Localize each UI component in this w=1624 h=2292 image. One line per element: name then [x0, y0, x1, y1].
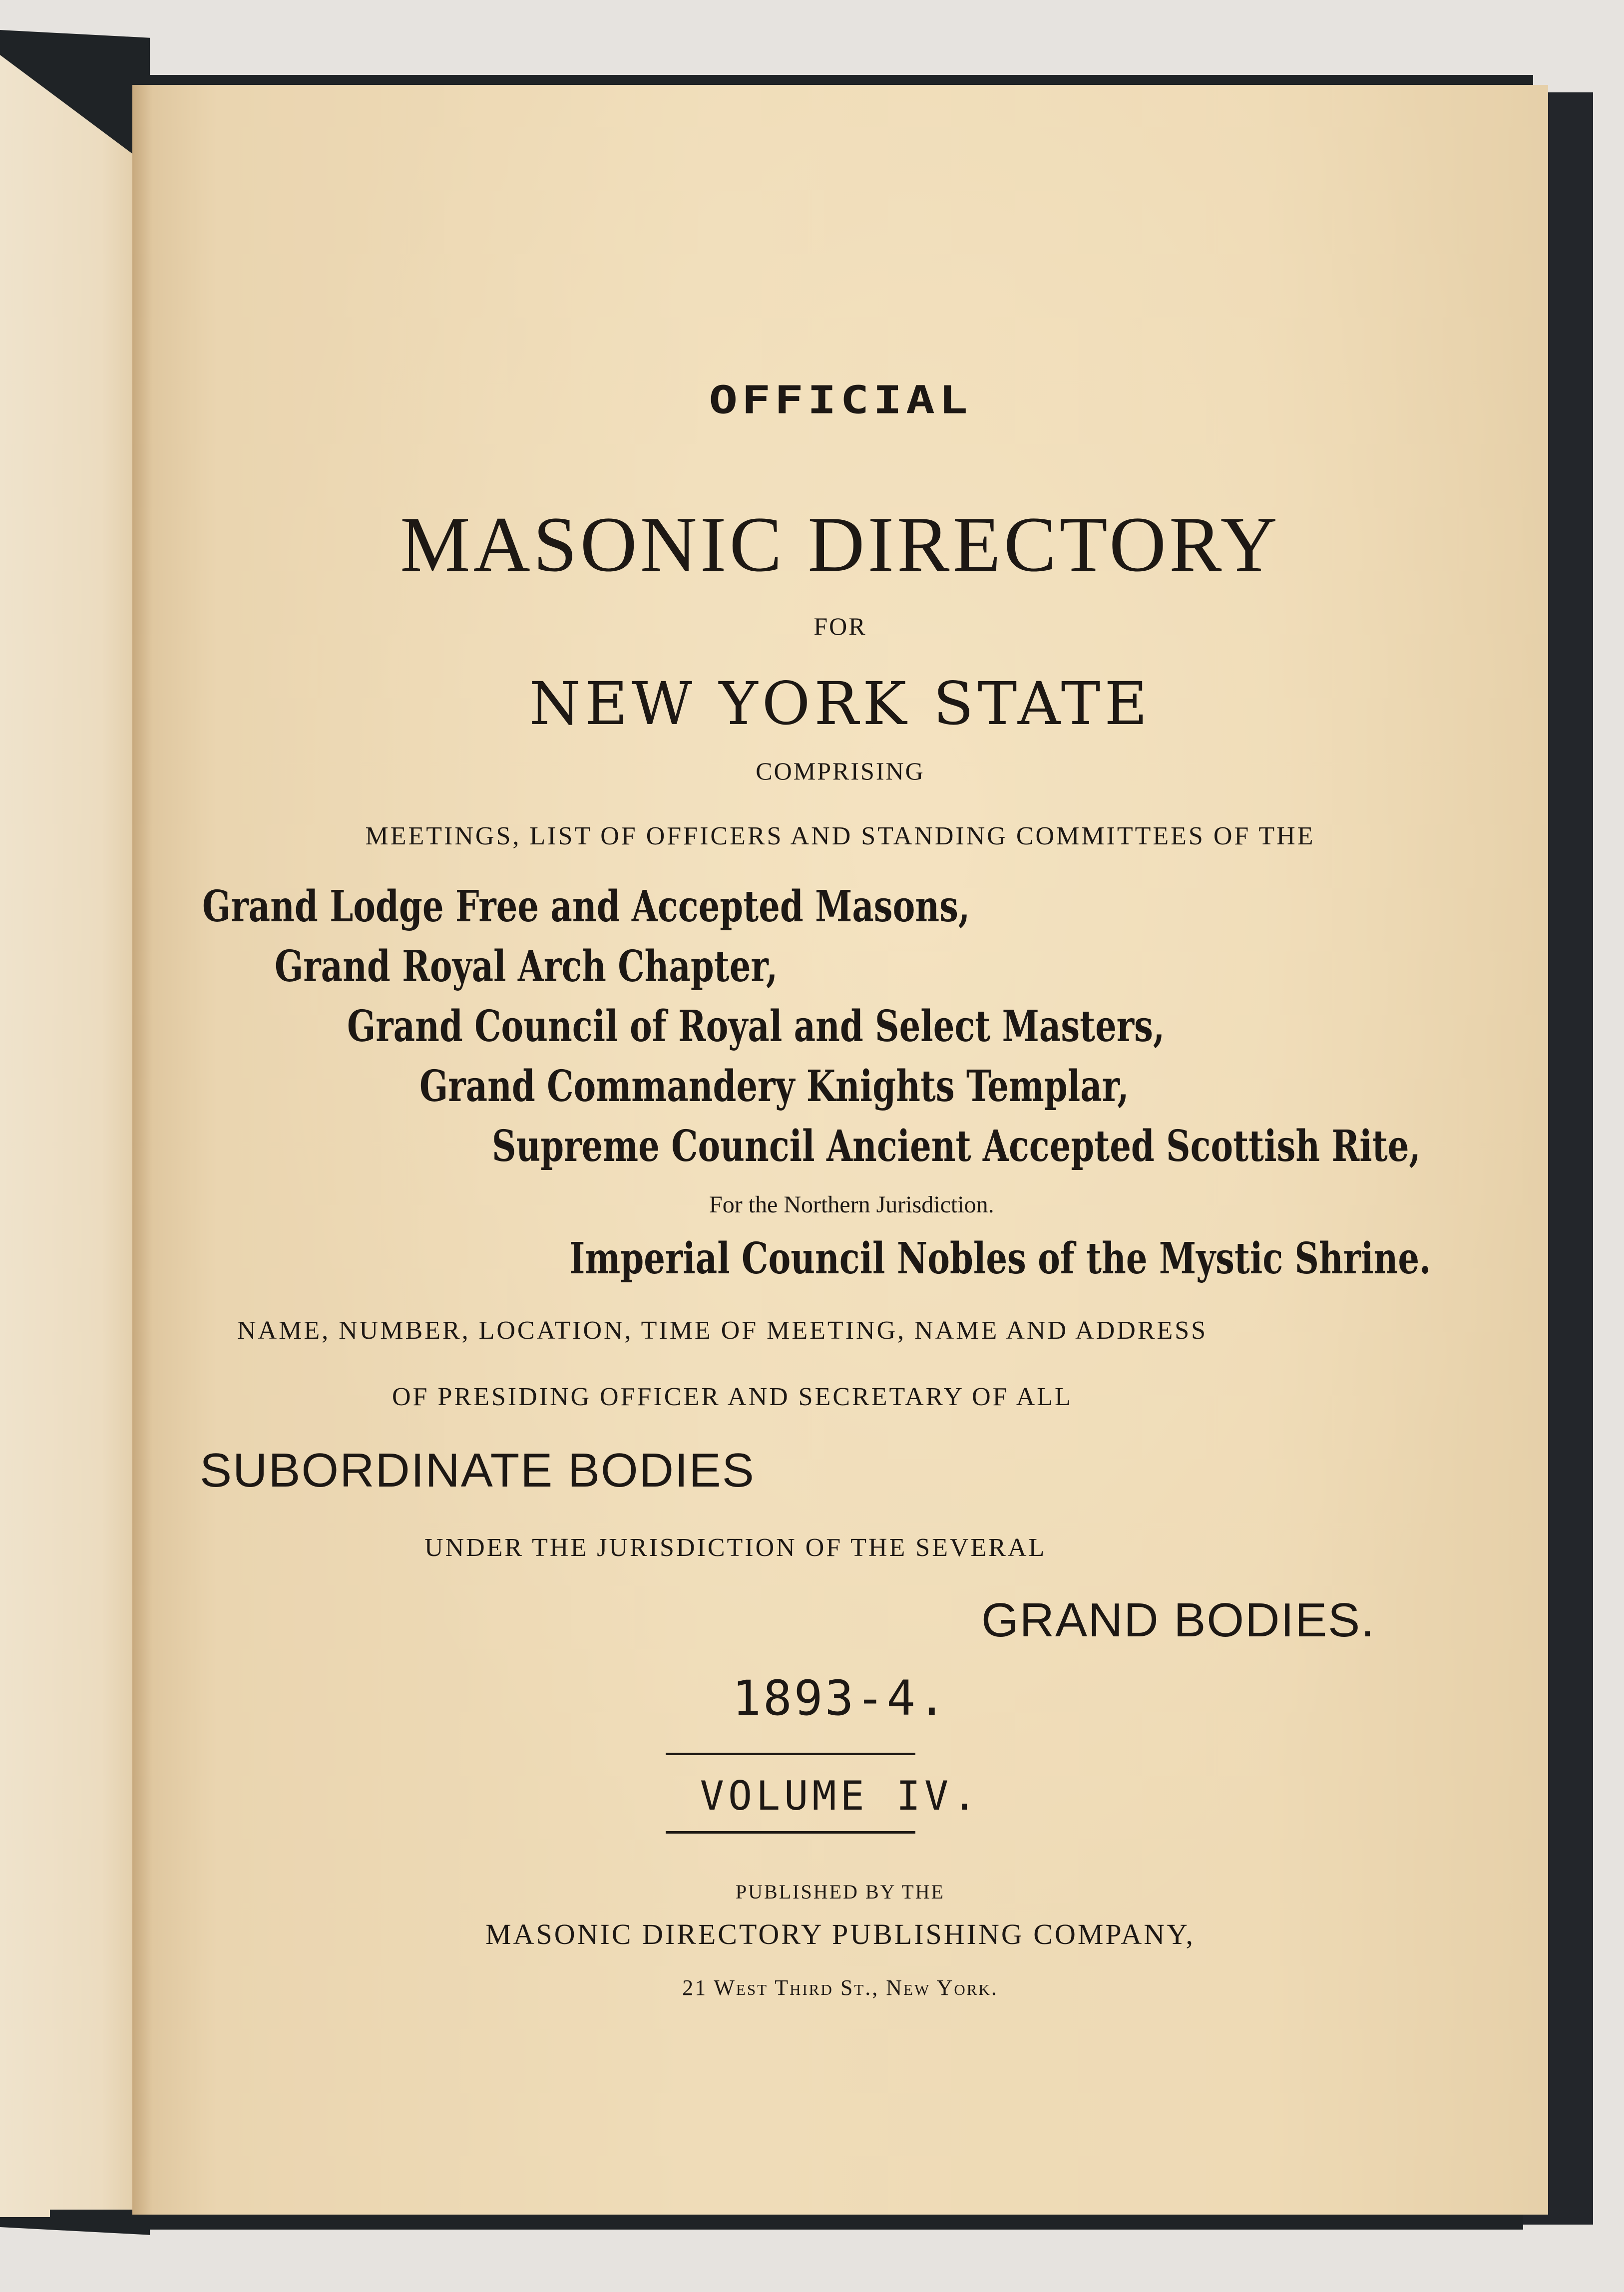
grand-lodge-line: Grand Lodge Free and Accepted Masons,	[202, 881, 970, 932]
left-flyleaf	[0, 55, 145, 2217]
comprising-label: COMPRISING	[756, 757, 925, 785]
subordinate-bodies-heading: SUBORDINATE BODIES	[200, 1444, 755, 1497]
page-title: MASONIC DIRECTORY	[400, 501, 1280, 588]
grand-council-line: Grand Council of Royal and Select Masters,	[347, 1001, 1165, 1052]
title-page	[132, 85, 1548, 2215]
royal-arch-line: Grand Royal Arch Chapter,	[275, 941, 778, 992]
volume-label: VOLUME IV.	[700, 1773, 981, 1819]
state-title: NEW YORK STATE	[529, 669, 1152, 738]
shrine-line: Imperial Council Nobles of the Mystic Shrine.	[569, 1233, 1431, 1284]
supreme-council-line: Supreme Council Ancient Accepted Scottish Rite,	[492, 1121, 1421, 1171]
meetings-line: MEETINGS, LIST OF OFFICERS AND STANDING COMMITTEES OF THE	[365, 822, 1315, 850]
publisher-name: MASONIC DIRECTORY PUBLISHING COMPANY,	[485, 1918, 1196, 1950]
grand-commandery-line: Grand Commandery Knights Templar,	[419, 1061, 1129, 1112]
header-official: OFFICIAL	[709, 378, 972, 422]
jurisdiction-line: UNDER THE JURISDICTION OF THE SEVERAL	[424, 1533, 1047, 1562]
published-by-label: PUBLISHED BY THE	[735, 1881, 945, 1903]
for-label: FOR	[813, 612, 867, 640]
divider-bottom	[666, 1831, 915, 1834]
name-number-line: NAME, NUMBER, LOCATION, TIME OF MEETING, NAME AND ADDRESS	[237, 1316, 1208, 1345]
publisher-address: 21 West Third St., New York.	[682, 1975, 998, 2000]
presiding-officer-line: OF PRESIDING OFFICER AND SECRETARY OF ALL	[392, 1383, 1073, 1411]
divider-top	[666, 1753, 915, 1755]
grand-bodies-heading: GRAND BODIES.	[981, 1593, 1375, 1647]
northern-jurisdiction-note: For the Northern Jurisdiction.	[709, 1191, 994, 1218]
year-label: 1893-4.	[732, 1670, 948, 1726]
